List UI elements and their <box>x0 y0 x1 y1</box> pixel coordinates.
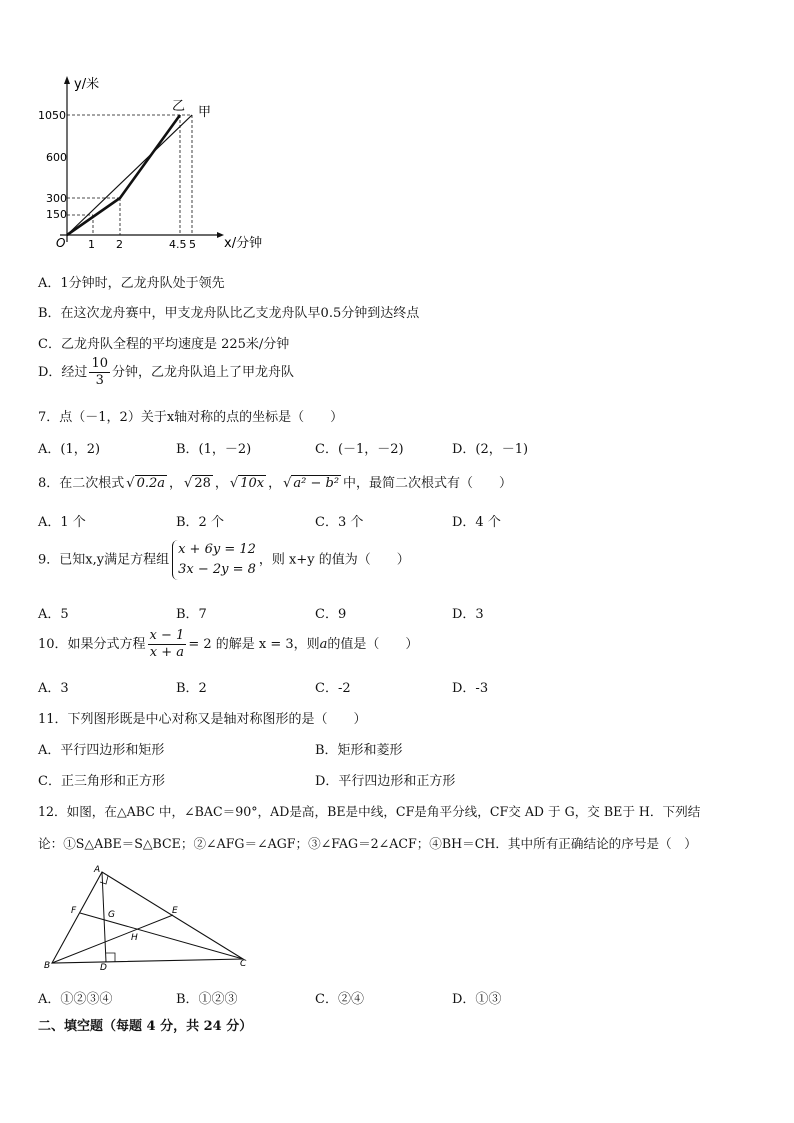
section-2-heading: 二、填空题（每题 4 分，共 24 分） <box>38 1019 253 1034</box>
q7-option-a: A．(1，2) <box>38 442 101 457</box>
q11-stem: 11．下列图形既是中心对称又是轴对称图形的是（ ） <box>38 712 367 727</box>
x-tick-5: 5 <box>189 238 196 251</box>
y-axis-arrow <box>64 76 70 84</box>
right-angle-d <box>106 953 115 962</box>
q8-stem: 8．在二次根式 √ 0.2a ， √ 28 ， √ 10x ， √ a² − b² 中，最简二次根式有（ ） <box>38 476 513 491</box>
label-h: H <box>131 933 138 943</box>
triangle-abc <box>52 872 243 963</box>
q8-option-c: C．3 个 <box>315 515 364 530</box>
q9-stem: 9．已知x,y满足方程组 x + 6y = 12 3x − 2y = 8 ，则 x+y 的值为（ ） <box>38 540 410 580</box>
y-tick-600: 600 <box>46 151 67 164</box>
q12-line-1: 12．如图，在△ABC 中，∠BAC＝90°，AD是高，BE是中线，CF是角平分线，CF交 AD 于 G，交 BE于 H．下列结 <box>38 804 701 819</box>
label-g: G <box>108 910 115 920</box>
q9-option-b: B．7 <box>176 607 207 622</box>
q6-option-a: A．1分钟时，乙龙舟队处于领先 <box>38 276 225 291</box>
q11-option-a: A．平行四边形和矩形 <box>38 743 165 758</box>
q9-option-d: D．3 <box>452 607 484 622</box>
yi-line <box>67 115 180 235</box>
label-e: E <box>172 906 178 916</box>
q10-option-b: B．2 <box>176 681 207 696</box>
q9-option-a: A．5 <box>38 607 69 622</box>
y-tick-1050: 1050 <box>38 109 66 122</box>
q7-option-d: D．(2，－1) <box>452 442 529 457</box>
q7-option-c: C．(－1，－2) <box>315 442 404 457</box>
jia-line <box>67 115 192 235</box>
q10-fraction: $\frac{x - 1}{x + a}$ <box>149 628 185 660</box>
q10-option-a: A．3 <box>38 681 69 696</box>
q8-radical-3: √ 10x <box>229 476 265 491</box>
q11-option-d: D．平行四边形和正方形 <box>315 774 456 789</box>
x-tick-2: 2 <box>116 238 123 251</box>
x-tick-1: 1 <box>88 238 95 251</box>
q8-radical-1: √ 0.2a <box>126 476 166 491</box>
right-angle-a <box>100 876 108 884</box>
label-a: A <box>94 865 101 875</box>
label-c: C <box>240 959 247 969</box>
altitude-ad <box>102 872 106 962</box>
q11-option-c: C．正三角形和正方形 <box>38 774 165 789</box>
q6-d-prefix: D．经过 <box>38 365 88 380</box>
label-d: D <box>100 963 107 973</box>
q8-radical-2: √ 28 <box>184 476 211 491</box>
q8-radical-4: √ a² − b² <box>283 476 340 491</box>
y-tick-300: 300 <box>46 192 67 205</box>
q6-option-d <box>38 356 294 389</box>
q7-stem: 7．点（－1，2）关于x轴对称的点的坐标是（ ） <box>38 410 344 425</box>
q10-option-d: D．-3 <box>452 681 489 696</box>
q12-line-2: 论：①S△ABE＝S△BCE；②∠AFG＝∠AGF；③∠FAG＝2∠ACF；④BH＝CH．其中所有正确结论的序号是（ ） <box>38 836 697 851</box>
y-tick-150: 150 <box>46 208 67 221</box>
q8-option-d: D．4 个 <box>452 515 501 530</box>
q7-option-b: B．(1，－2) <box>176 442 252 457</box>
q12-option-d: D．①③ <box>452 992 502 1007</box>
q12-option-b: B．①②③ <box>176 992 238 1007</box>
race-graph <box>38 72 272 262</box>
x-axis-arrow <box>217 232 224 238</box>
x-tick-4.5: 4.5 <box>169 238 187 251</box>
q6-d-fraction: $\frac{10}{3}$ <box>91 356 108 388</box>
q8-option-a: A．1 个 <box>38 515 86 530</box>
q10-option-c: C．-2 <box>315 681 351 696</box>
q6-option-c: C．乙龙舟队全程的平均速度是 225米/分钟 <box>38 337 290 352</box>
label-f: F <box>71 906 77 916</box>
q12-option-c: C．②④ <box>315 992 364 1007</box>
q12-option-a: A．①②③④ <box>38 992 113 1007</box>
triangle-figure <box>38 862 258 972</box>
yi-label: 乙 <box>172 99 186 114</box>
origin-label: O <box>56 236 66 250</box>
q6-option-b: B．在这次龙舟赛中，甲支龙舟队比乙支龙舟队早0.5分钟到达终点 <box>38 306 420 321</box>
y-axis-label: y/米 <box>74 77 100 92</box>
q6-d-suffix: 分钟，乙龙舟队追上了甲龙舟队 <box>111 365 294 380</box>
q9-option-c: C．9 <box>315 607 347 622</box>
jia-label: 甲 <box>198 105 212 120</box>
label-b: B <box>44 961 51 971</box>
x-axis-label: x/分钟 <box>224 236 263 251</box>
q8-option-b: B．2 个 <box>176 515 224 530</box>
q9-system: x + 6y = 12 3x − 2y = 8 <box>172 540 256 580</box>
q11-option-b: B．矩形和菱形 <box>315 743 403 758</box>
q10-stem: 10．如果分式方程 $\frac{x - 1}{x + a}$ = 2 的解是 x = 3，则a的值是（ ） <box>38 628 419 660</box>
